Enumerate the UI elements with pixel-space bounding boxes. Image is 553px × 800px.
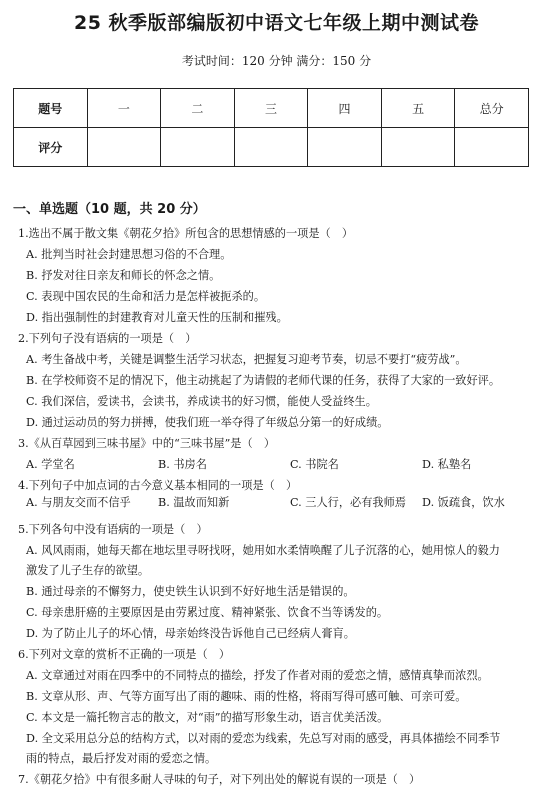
question-option: A. 学堂名 <box>26 458 75 471</box>
question-option: D. 私塾名 <box>422 458 472 471</box>
question-option: A. 与朋友交而不信乎 <box>26 496 131 509</box>
question-option: B. 书房名 <box>158 458 207 471</box>
question-stem: 3.《从百草园到三味书屋》中的“三味书屋”是（ ） <box>18 437 276 450</box>
question-option: C. 表现中国农民的生命和活力是怎样被扼杀的。 <box>26 290 266 303</box>
question-option: C. 我们深信，爱读书，会读书，养成读书的好习惯，能使人受益终生。 <box>26 395 377 408</box>
question-stem: 2.下列句子没有语病的一项是（ ） <box>18 332 197 345</box>
score-cell-3[interactable] <box>234 128 308 167</box>
question-option: C. 母亲患肝癌的主要原因是由劳累过度、精神紧张、饮食不当等诱发的。 <box>26 606 389 619</box>
question-option: D. 全文采用总分总的结构方式，以对雨的爱恋为线索，先总写对雨的感受，再具体描绘不同季节 <box>26 732 501 745</box>
score-row-label: 评分 <box>14 128 88 167</box>
score-cell-5[interactable] <box>381 128 455 167</box>
score-cell-4[interactable] <box>308 128 382 167</box>
question-option: B. 文章从形、声、气等方面写出了雨的趣味、雨的性格，将雨写得可感可触、可亲可爱。 <box>26 690 467 703</box>
question-option-continued: 激发了儿子生存的欲望。 <box>26 564 150 577</box>
question-option: B. 在学校师资不足的情况下，他主动挑起了为请假的老师代课的任务，获得了大家的一致好评。 <box>26 374 501 387</box>
exam-info: 考试时间：120 分钟 满分：150 分 <box>181 54 372 68</box>
question-option: A. 文章通过对雨在四季中的不同特点的描绘，抒发了作者对雨的爱恋之情，感情真挚而浓烈。 <box>26 669 489 682</box>
section-heading: 一、单选题（10 题，共 20 分） <box>13 202 206 217</box>
question-stem: 7.《朝花夕拾》中有很多耐人寻味的句子，对下列出处的解说有误的一项是（ ） <box>18 773 421 786</box>
score-cell-1[interactable] <box>87 128 161 167</box>
question-option: C. 书院名 <box>290 458 339 471</box>
score-cell-2[interactable] <box>161 128 235 167</box>
question-option: A. 考生备战中考，关键是调整生活学习状态，把握复习迎考节奏，切忌不要打“疲劳战”。 <box>26 353 467 366</box>
score-table <box>13 88 529 167</box>
question-option: A. 风风雨雨，她每天都在地坛里寻呀找呀，她用如水柔情唤醒了儿子沉落的心，她用惊人的毅力 <box>26 544 500 557</box>
score-header-1: 一 <box>87 89 161 128</box>
question-stem: 4.下列句子中加点词的古今意义基本相同的一项是（ ） <box>18 479 298 492</box>
question-option: D. 通过运动员的努力拼搏，使我们班一举夺得了年级总分第一的好成绩。 <box>26 416 389 429</box>
question-option: D. 指出强制性的封建教育对儿童天性的压制和摧残。 <box>26 311 288 324</box>
question-option-continued: 雨的特点，最后抒发对雨的爱恋之情。 <box>26 752 217 765</box>
question-option: B. 温故而知新 <box>158 496 230 509</box>
question-option: A. 批判当时社会封建思想习俗的不合理。 <box>26 248 232 261</box>
score-header-4: 四 <box>308 89 382 128</box>
question-option: D. 为了防止儿子的坏心情，母亲始终没告诉他自己已经病人膏肓。 <box>26 627 355 640</box>
question-stem: 6.下列对文章的赏析不正确的一项是（ ） <box>18 648 231 661</box>
question-option: C. 三人行，必有我师焉 <box>290 496 406 509</box>
score-table-score-row <box>14 128 529 167</box>
question-option: D. 饭疏食，饮水 <box>422 496 505 509</box>
question-option: B. 通过母亲的不懈努力，使史铁生认识到不好好地生活是错误的。 <box>26 585 355 598</box>
score-cell-total[interactable] <box>455 128 529 167</box>
score-header-label: 题号 <box>14 89 88 128</box>
question-option: C. 本文是一篇托物言志的散文，对“雨”的描写形象生动，语言优美活泼。 <box>26 711 389 724</box>
score-header-total: 总分 <box>455 89 529 128</box>
score-header-2: 二 <box>161 89 235 128</box>
question-stem: 1.选出不属于散文集《朝花夕拾》所包含的思想情感的一项是（ ） <box>18 227 354 240</box>
score-header-3: 三 <box>234 89 308 128</box>
question-option: B. 抒发对往日亲友和师长的怀念之情。 <box>26 269 221 282</box>
score-table-header-row <box>14 89 529 128</box>
question-stem: 5.下列各句中没有语病的一项是（ ） <box>18 523 208 536</box>
exam-title: 25 秋季版部编版初中语文七年级上期中测试卷 <box>73 12 480 34</box>
score-header-5: 五 <box>381 89 455 128</box>
